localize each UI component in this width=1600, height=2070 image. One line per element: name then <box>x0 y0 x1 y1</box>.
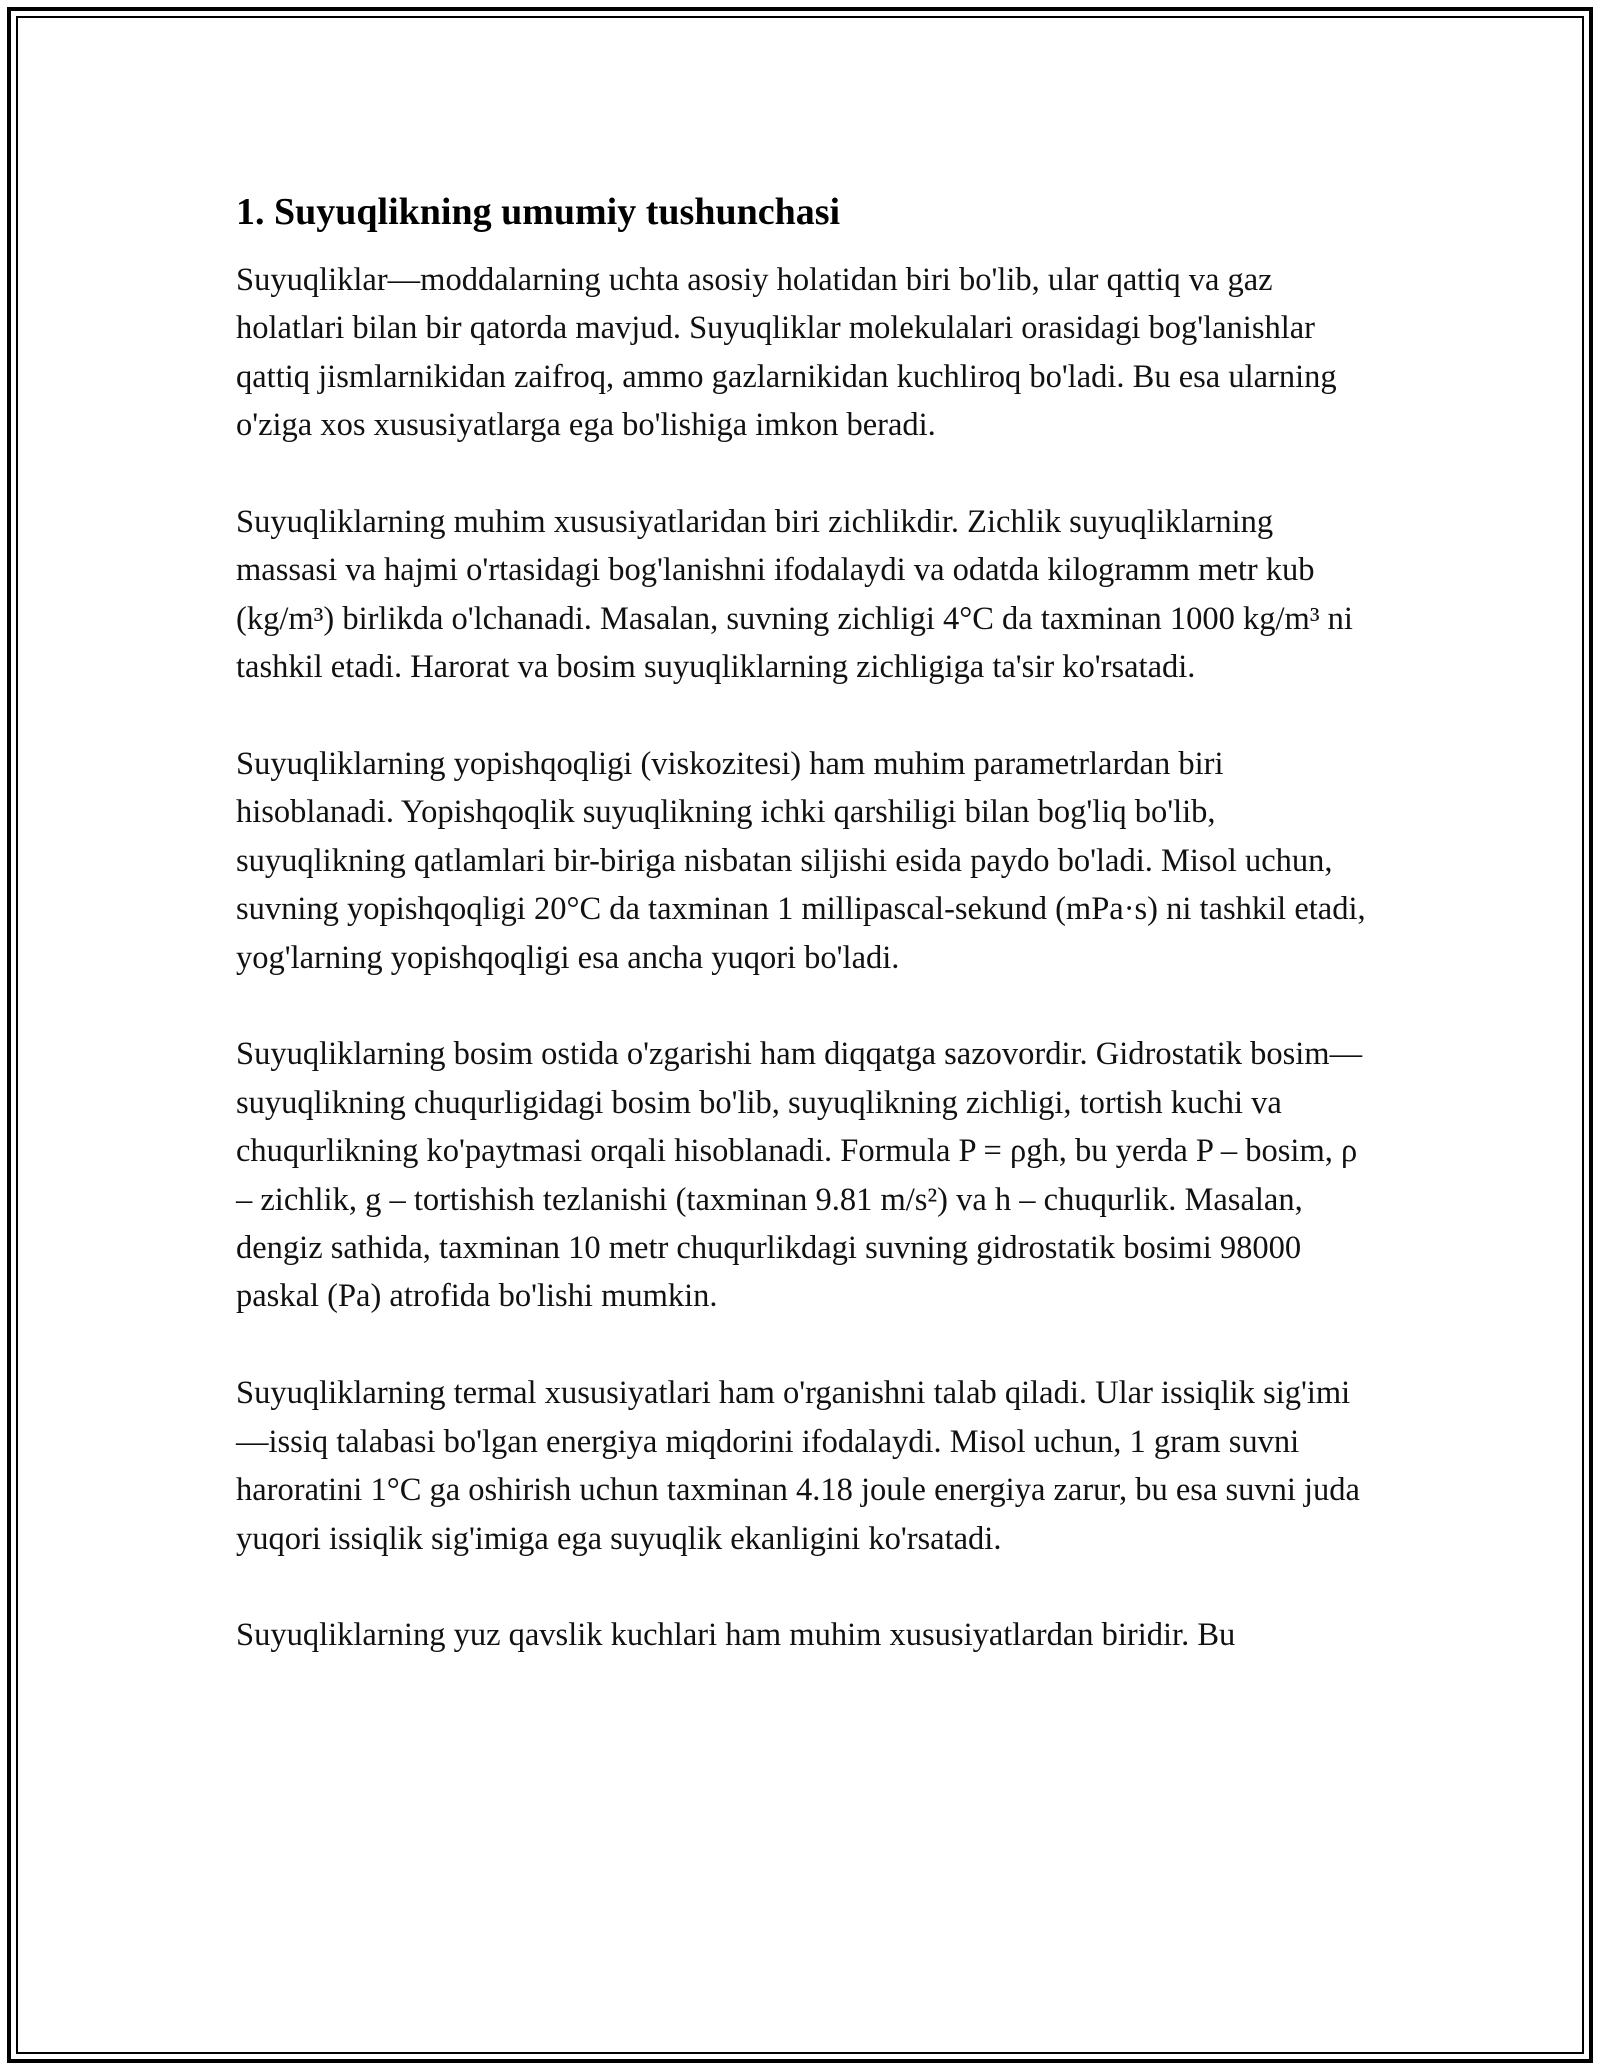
paragraph-density: Suyuqliklarning muhim xususiyatlaridan biri zichlikdir. Zichlik suyuqliklarning massasi va hajmi o'rtasidagi bog'lanishni ifodalaydi va odatda kilogramm metr kub (kg/m³) birlikda o'lchanadi. Masalan, suvning zichligi 4°C da taxminan 1000 kg/m³ ni tashkil etadi. Harorat va bosim suyuqliklarning zichligiga ta'sir ko'rsatadi. <box>236 504 1353 686</box>
section-heading: 1. Suyuqlikning umumiy tushunchasi <box>236 191 841 233</box>
paragraph-viscosity: Suyuqliklarning yopishqoqligi (viskozitesi) ham muhim parametrlardan biri hisoblanadi. Yopishqoqlik suyuqlikning ichki qarshiligi bilan bog'liq bo'lib, suyuqlikning qatlamlari bir-biriga nisbatan siljishi esida paydo bo'ladi. Misol uchun, suvning yopishqoqligi 20°C da taxminan 1 millipascal-sekund (mPa·s) ni tashkil etadi, yog'larning yopishqoqligi esa ancha yuqori bo'ladi. <box>236 746 1366 976</box>
document-body <box>236 184 1376 1708</box>
paragraph-hydrostatic-pressure: Suyuqliklarning bosim ostida o'zgarishi ham diqqatga sazovordir. Gidrostatik bosim—suyuqlikning chuqurligidagi bosim bo'lib, suyuqlikning zichligi, tortish kuchi va chuqurlikning ko'paytmasi orqali hisoblanadi. Formula P = ρgh, bu yerda P – bosim, ρ – zichlik, g – tortishish tezlanishi (taxminan 9.81 m/s²) va h – chuqurlik. Masalan, dengiz sathida, taxminan 10 metr chuqurlikdagi suvning gidrostatik bosimi 98000 paskal (Pa) atrofida bo'lishi mumkin. <box>236 1036 1363 1315</box>
paragraph-general-concept: Suyuqliklar—moddalarning uchta asosiy holatidan biri bo'lib, ular qattiq va gaz holatlari bilan bir qatorda mavjud. Suyuqliklar molekulalari orasidagi bog'lanishlar qattiq jismlarnikidan zaifroq, ammo gazlarnikidan kuchliroq bo'ladi. Bu esa ularning o'ziga xos xususiyatlarga ega bo'lishiga imkon beradi. <box>236 262 1337 444</box>
paragraph-thermal-properties: Suyuqliklarning termal xususiyatlari ham o'rganishni talab qiladi. Ular issiqlik sig'imi—issiq talabasi bo'lgan energiya miqdorini ifodalaydi. Misol uchun, 1 gram suvni haroratini 1°C ga oshirish uchun taxminan 4.18 joule energiya zarur, bu esa suvni juda yuqori issiqlik sig'imiga ega suyuqlik ekanligini ko'rsatadi. <box>236 1375 1360 1557</box>
paragraph-surface-tension: Suyuqliklarning yuz qavslik kuchlari ham muhim xususiyatlardan biridir. Bu <box>236 1617 1236 1654</box>
